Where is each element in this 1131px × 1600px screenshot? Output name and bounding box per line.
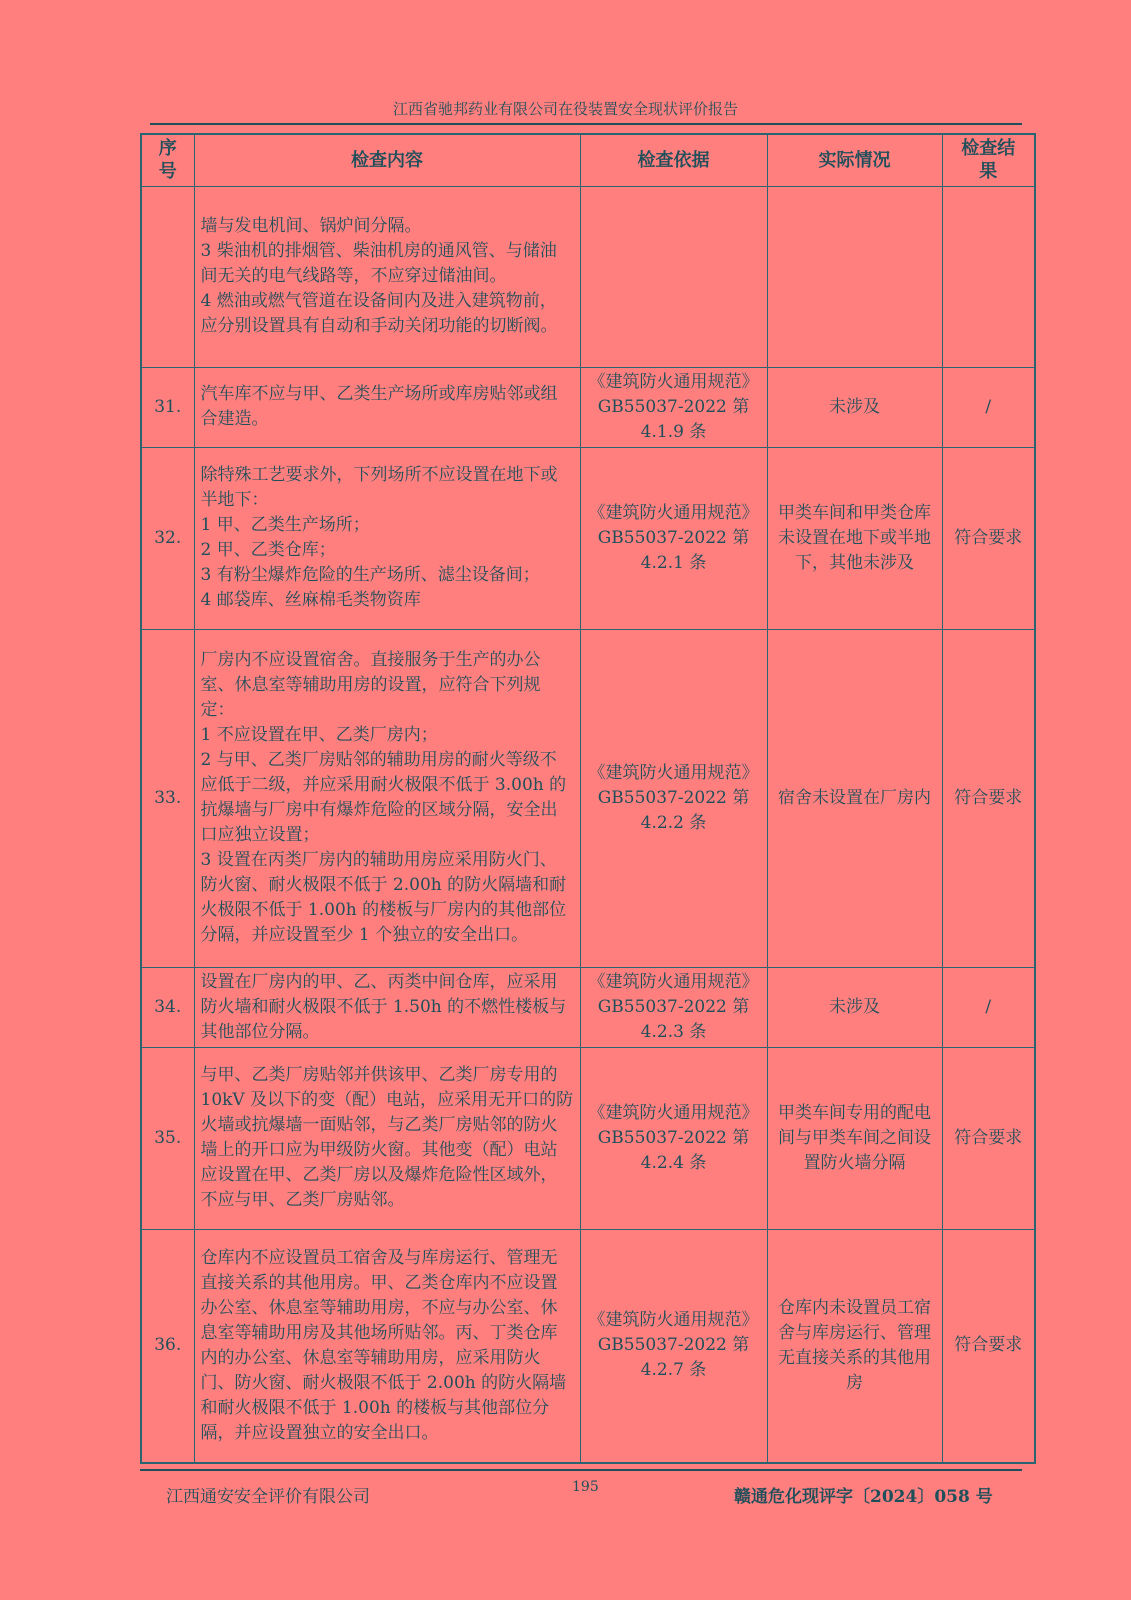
row-content bbox=[194, 367, 580, 447]
row-content bbox=[194, 629, 580, 967]
table-row bbox=[141, 967, 1035, 1047]
content-line: 2 与甲、乙类厂房贴邻的辅助用房的耐火等级不应低于二级，并应采用耐火极限不低于 3.00h 的抗爆墙与厂房中有爆炸危险的区域分隔，安全出口应独立设置； bbox=[200, 750, 567, 845]
report-header-title: 江西省驰邦药业有限公司在役装置安全现状评价报告 bbox=[392, 100, 738, 118]
content-line: 1 不应设置在甲、乙类厂房内； bbox=[200, 725, 438, 745]
table-row bbox=[141, 1047, 1035, 1229]
row-result bbox=[942, 186, 1035, 367]
row-no: 36. bbox=[141, 1229, 194, 1463]
row-content bbox=[194, 447, 580, 629]
content-line: 3 有粉尘爆炸危险的生产场所、滤尘设备间； bbox=[200, 565, 540, 585]
row-result: 符合要求 bbox=[942, 1047, 1035, 1229]
row-actual: 宿舍未设置在厂房内 bbox=[767, 629, 942, 967]
row-no: 34. bbox=[141, 967, 194, 1047]
table-header-row bbox=[141, 134, 1035, 186]
row-basis bbox=[580, 186, 767, 367]
col-header-result: 检查结果 bbox=[942, 134, 1035, 186]
row-basis: 《建筑防火通用规范》GB55037-2022 第 4.2.4 条 bbox=[580, 1047, 767, 1229]
table-row bbox=[141, 367, 1035, 447]
page-number: 195 bbox=[572, 1479, 599, 1495]
row-content bbox=[194, 1047, 580, 1229]
content-line: 厂房内不应设置宿舍。直接服务于生产的办公室、休息室等辅助用房的设置，应符合下列规定： bbox=[200, 650, 541, 720]
content-line: 4 燃油或燃气管道在设备间内及进入建筑物前，应分别设置具有自动和手动关闭功能的切断阀。 bbox=[200, 291, 558, 336]
content-line: 与甲、乙类厂房贴邻并供该甲、乙类厂房专用的 10kV 及以下的变（配）电站，应采用无开口的防火墙或抗爆墙一面贴邻，与乙类厂房贴邻的防火墙上的开口应为甲级防火窗。其他变（配）电站应设置在甲、乙类厂房以及爆炸危险性区域外，不应与甲、乙类厂房贴邻。 bbox=[200, 1065, 574, 1210]
footer-company: 江西通安安全评价有限公司 bbox=[166, 1487, 370, 1507]
row-result: 符合要求 bbox=[942, 1229, 1035, 1463]
row-content bbox=[194, 186, 580, 367]
content-line: 1 甲、乙类生产场所； bbox=[200, 515, 370, 535]
row-actual: 甲类车间专用的配电间与甲类车间之间设置防火墙分隔 bbox=[767, 1047, 942, 1229]
row-no: 31. bbox=[141, 367, 194, 447]
row-actual bbox=[767, 186, 942, 367]
row-result: 符合要求 bbox=[942, 447, 1035, 629]
row-no bbox=[141, 186, 194, 367]
row-actual: 未涉及 bbox=[767, 967, 942, 1047]
col-header-basis: 检查依据 bbox=[580, 134, 767, 186]
table-row bbox=[141, 447, 1035, 629]
row-no: 35. bbox=[141, 1047, 194, 1229]
content-line: 汽车库不应与甲、乙类生产场所或库房贴邻或组合建造。 bbox=[200, 384, 558, 429]
footer-doc-number: 赣通危化现评字〔2024〕058 号 bbox=[734, 1487, 993, 1507]
content-line: 3 柴油机的排烟管、柴油机房的通风管、与储油间无关的电气线路等，不应穿过储油间。 bbox=[200, 241, 557, 286]
row-no: 33. bbox=[141, 629, 194, 967]
row-actual: 甲类车间和甲类仓库未设置在地下或半地下，其他未涉及 bbox=[767, 447, 942, 629]
row-no: 32. bbox=[141, 447, 194, 629]
inspection-table bbox=[140, 133, 1036, 1464]
row-actual: 仓库内未设置员工宿舍与库房运行、管理无直接关系的其他用房 bbox=[767, 1229, 942, 1463]
content-line: 墙与发电机间、锅炉间分隔。 bbox=[200, 216, 422, 236]
row-result: / bbox=[942, 367, 1035, 447]
row-content bbox=[194, 967, 580, 1047]
table-row bbox=[141, 1229, 1035, 1463]
row-basis: 《建筑防火通用规范》GB55037-2022 第 4.1.9 条 bbox=[580, 367, 767, 447]
col-header-actual: 实际情况 bbox=[767, 134, 942, 186]
header-rule bbox=[150, 123, 1022, 125]
content-line: 仓库内不应设置员工宿舍及与库房运行、管理无直接关系的其他用房。甲、乙类仓库内不应设置办公室、休息室等辅助用房，不应与办公室、休息室等辅助用房及其他场所贴邻。丙、丁类仓库内的办公室、休息室等辅助用房，应采用防火门、防火窗、耐火极限不低于 2.00h 的防火隔墙和耐火极限不低于 1.00h 的楼板与其他部位分隔，并应设置独立的安全出口。 bbox=[200, 1247, 567, 1443]
table-row bbox=[141, 186, 1035, 367]
row-basis: 《建筑防火通用规范》GB55037-2022 第 4.2.7 条 bbox=[580, 1229, 767, 1463]
col-header-content: 检查内容 bbox=[194, 134, 580, 186]
col-header-no: 序号 bbox=[141, 134, 194, 186]
row-result: / bbox=[942, 967, 1035, 1047]
row-result: 符合要求 bbox=[942, 629, 1035, 967]
row-basis: 《建筑防火通用规范》GB55037-2022 第 4.2.1 条 bbox=[580, 447, 767, 629]
table-row bbox=[141, 629, 1035, 967]
row-content bbox=[194, 1229, 580, 1463]
row-basis: 《建筑防火通用规范》GB55037-2022 第 4.2.3 条 bbox=[580, 967, 767, 1047]
row-actual: 未涉及 bbox=[767, 367, 942, 447]
content-line: 设置在厂房内的甲、乙、丙类中间仓库，应采用防火墙和耐火极限不低于 1.50h 的不燃性楼板与其他部位分隔。 bbox=[200, 971, 567, 1042]
content-line: 2 甲、乙类仓库； bbox=[200, 540, 336, 560]
content-line: 3 设置在丙类厂房内的辅助用房应采用防火门、防火窗、耐火极限不低于 2.00h 的防火隔墙和耐火极限不低于 1.00h 的楼板与厂房内的其他部位分隔，并应设置至少 1 个独立的安全出口。 bbox=[200, 850, 567, 945]
row-basis: 《建筑防火通用规范》GB55037-2022 第 4.2.2 条 bbox=[580, 629, 767, 967]
content-line: 除特殊工艺要求外，下列场所不应设置在地下或半地下： bbox=[200, 465, 558, 510]
content-line: 4 邮袋库、丝麻棉毛类物资库 bbox=[200, 590, 421, 610]
footer-rule bbox=[140, 1469, 1022, 1471]
